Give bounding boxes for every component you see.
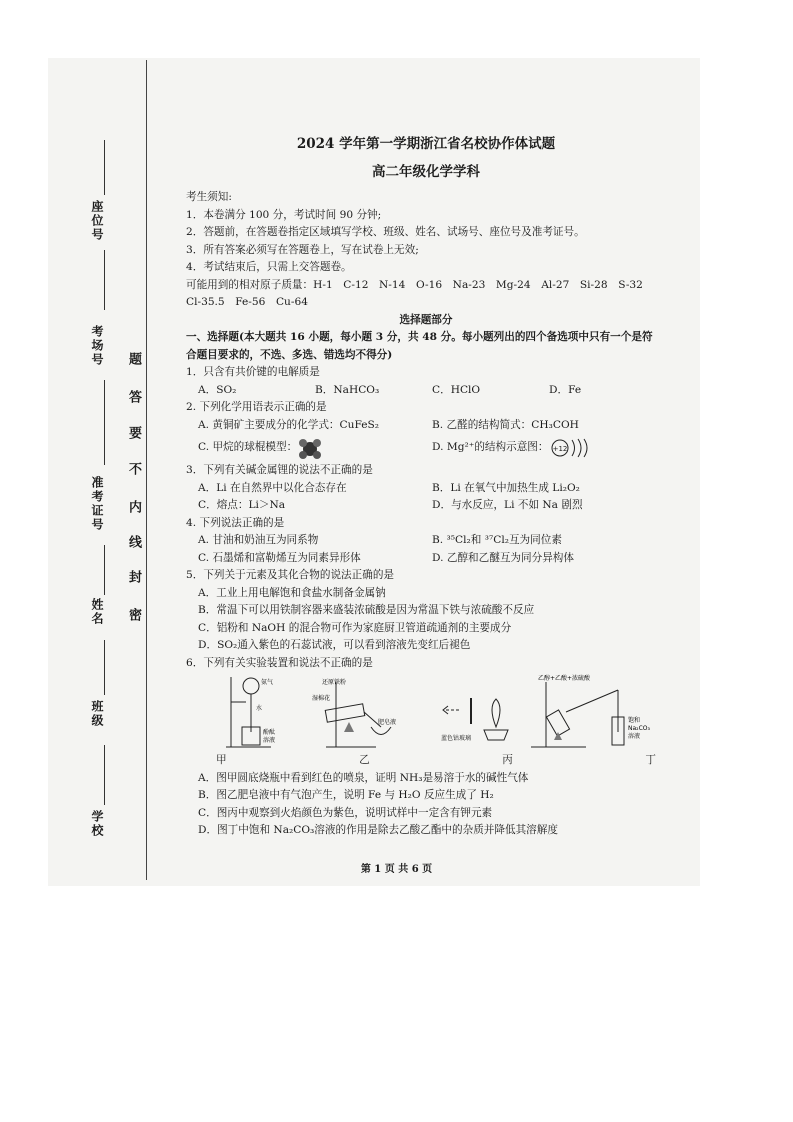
atomic-masses-cont: Cl-35.5 Fe-56 Cu-64 [186,296,308,308]
ding-sat-label-2: Na₂CO₃ [628,725,650,732]
margin-class-label: 班级 [90,700,104,728]
yi-soap-label: 肥皂液 [378,719,397,726]
ding-sat-label-3: 溶液 [628,733,641,740]
methane-model-icon [297,437,323,459]
seal-char: 要 [126,426,141,439]
option-d: D．SO₂通入紫色的石蕊试液，可以看到溶液先变红后褪色 [198,639,471,651]
option-b: B．Li 在氧气中加热生成 Li₂O₂ [432,481,580,494]
question-options [186,550,666,568]
atomic-masses: 可能用到的相对原子质量：H-1 C-12 N-14 O-16 Na-23 Mg-24 Al-27 Si-28 S-32 [186,278,643,291]
option-b: B．常温下可以用铁制容器来盛装浓硫酸是因为常温下铁与浓硫酸不反应 [198,604,535,616]
margin-exam-room-label: 考场号 [90,325,104,367]
ding-reagents-label: 乙醇+乙酸+浓硫酸 [538,675,591,682]
figure-label-ding: 丁 [645,754,656,766]
option-a: A．图甲圆底烧瓶中看到红色的喷泉，证明 NH₃是易溶于水的碱性气体 [198,771,529,784]
instruction-item: 3．所有答案必须写在答题卷上，写在试卷上无效; [186,243,419,256]
instruction-item: 1．本卷满分 100 分，考试时间 90 分钟; [186,208,382,221]
option-c: C. 甲烷的球棍模型： [198,441,298,454]
margin-seat-label: 座位号 [90,200,104,242]
option-d: D. 乙醇和乙醚互为同分异构体 [432,551,574,564]
question-options [186,417,666,435]
exam-room-blank-line [104,250,105,310]
question-options [186,480,666,498]
figure-ding-apparatus [531,674,650,747]
section-intro-cont: 合题目要求的，不选、多选、错选均不得分) [186,348,393,361]
question-stem: 5．下列关于元素及其化合物的说法正确的是 [186,569,395,581]
figure-label-jia: 甲 [216,754,227,766]
seal-char: 不 [126,462,141,475]
option-a: A. 黄铜矿主要成分的化学式：CuFeS₂ [198,418,379,431]
page-footer: 第 1 页 共 6 页 [360,864,433,875]
option-c: C．图丙中观察到火焰颜色为紫色，说明试样中一定含有钾元素 [198,806,493,819]
section-intro: 一、选择题(本大题共 16 小题，每小题 3 分，共 48 分。每小题列出的四个备选项中只有一个是符 [186,331,653,343]
option-a: A. 甘油和奶油互为同系物 [198,534,319,546]
page-subtitle: 高二年级化学学科 [372,163,480,180]
question-stem: 4. 下列说法正确的是 [186,516,285,529]
seal-char: 封 [126,570,141,583]
yi-iron-label: 还原铁粉 [322,679,347,686]
question-options [186,497,666,515]
seal-char: 密 [126,608,141,621]
option-a: A．工业上用电解饱和食盐水制备金属钠 [198,586,386,599]
question-options [186,382,666,400]
bing-glass-label: 蓝色钴玻璃 [441,735,472,742]
ticket-blank-line [104,380,105,465]
question-stem: 3．下列有关碱金属锂的说法不正确的是 [186,464,373,476]
seat-blank-line [104,140,105,195]
figure-jia-apparatus [226,677,275,747]
section-title: 选择题部分 [399,313,453,326]
yi-cotton-label: 湿棉花 [312,695,331,702]
exam-content [186,136,666,840]
school-blank-line [104,745,105,805]
margin-school-label: 学校 [90,810,104,838]
question-stem: 1．只含有共价键的电解质是 [186,366,320,378]
option-c: C．铝粉和 NaOH 的混合物可作为家庭厨卫管道疏通剂的主要成分 [198,621,512,634]
option-a: A．SO₂ [198,383,237,396]
option-b: B. 乙醛的结构简式：CH₃COH [432,418,579,431]
sealing-line [146,60,147,880]
margin-ticket-label: 准考证号 [90,476,104,532]
option-c: C. 石墨烯和富勒烯互为同素异形体 [198,551,361,564]
seal-char: 内 [126,500,141,513]
mg-ion-label: +12 [553,445,568,453]
question-stem: 2. 下列化学用语表示正确的是 [186,401,327,413]
jia-water-label: 水 [256,705,263,712]
question-options [186,532,666,550]
jia-solution-label-1: 酚酞 [263,729,276,736]
instruction-item: 2．答题前，在答题卷指定区域填写学校、班级、姓名、试场号、座位号及准考证号。 [186,226,585,238]
option-d: D．Fe [549,383,582,396]
margin-name-label: 姓名 [90,598,104,626]
question-stem: 6．下列有关实验装置和说法不正确的是 [186,656,373,669]
page-title: 2024 学年第一学期浙江省名校协作体试题 [296,136,556,152]
figure-label-yi: 乙 [359,754,370,766]
instructions-heading: 考生须知: [186,191,232,203]
figure-bing-apparatus [441,698,508,742]
option-c-wrap [198,437,432,459]
ding-sat-label-1: 饱和 [628,717,641,724]
option-d: D．图丁中饱和 Na₂CO₃溶液的作用是除去乙酸乙酯中的杂质并降低其溶解度 [198,824,558,836]
option-b: B．图乙肥皂液中有气泡产生，说明 Fe 与 H₂O 反应生成了 H₂ [198,789,494,801]
seal-char: 答 [126,390,141,403]
figure-label-bing: 丙 [502,754,513,766]
option-d: D．与水反应，Li 不如 Na 剧烈 [432,499,583,511]
jia-solution-label-2: 溶液 [263,737,276,744]
option-d: D. Mg²⁺的结构示意图： [432,441,549,454]
mg-ion-diagram-icon [548,436,592,460]
figure-labels [216,752,656,770]
option-b: B．NaHCO₃ [315,383,380,396]
figure-yi-apparatus [312,678,396,747]
seal-char: 题 [126,352,141,365]
instruction-item: 4．考试结束后，只需上交答题卷。 [186,261,352,273]
jia-gas-label: 氨气 [261,679,274,686]
option-d-wrap [432,436,666,460]
experiment-figures [226,672,666,752]
seal-char: 线 [126,535,141,548]
class-blank-line [104,640,105,695]
option-c: C．HClO [432,383,481,396]
option-b: B. ³⁵Cl₂和 ³⁷Cl₂互为同位素 [432,534,562,546]
question-options [186,434,666,462]
option-c: C．熔点：Li＞Na [198,499,286,511]
option-a: A．Li 在自然界中以化合态存在 [198,481,347,494]
name-blank-line [104,545,105,595]
